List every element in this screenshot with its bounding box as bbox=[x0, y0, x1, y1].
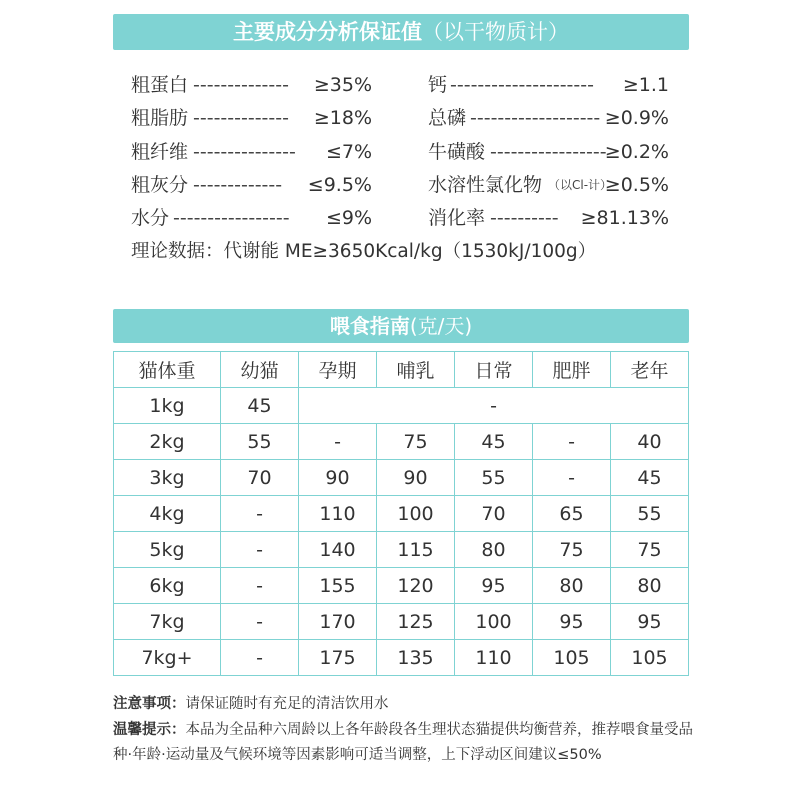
dash-leader: ----------------- bbox=[173, 207, 290, 229]
nutrient-label: 消化率 bbox=[428, 207, 486, 229]
table-cell: 95 bbox=[611, 604, 689, 640]
nutrient-label: 水分 bbox=[131, 207, 170, 229]
nutrient-row-fat bbox=[131, 103, 372, 133]
table-cell: 170 bbox=[299, 604, 377, 640]
table-cell: - bbox=[533, 460, 611, 496]
weight-cell: 7kg+ bbox=[114, 640, 221, 676]
table-cell: 175 bbox=[299, 640, 377, 676]
table-row bbox=[114, 604, 689, 640]
table-cell: 110 bbox=[455, 640, 533, 676]
feeding-table bbox=[113, 351, 689, 676]
table-cell: - bbox=[221, 640, 299, 676]
nutrient-value: ≥1.1 bbox=[622, 74, 669, 96]
table-cell: - bbox=[221, 604, 299, 640]
table-cell: 45 bbox=[221, 388, 299, 424]
tip-text: 本品为全品种六周龄以上各年龄段各生理状态猫提供均衡营养，推荐喂食量受品种·年龄·运动量及气候环境等因素影响可适当调整，上下浮动区间建议≤50% bbox=[113, 722, 693, 763]
header-cell: 日常 bbox=[455, 352, 533, 388]
nutrient-value: ≥35% bbox=[313, 74, 372, 96]
theory-data: 理论数据：代谢能 ME≥3650Kcal/kg（1530kJ/100g） bbox=[131, 241, 597, 262]
nutrient-value: ≥18% bbox=[313, 107, 372, 129]
weight-cell: 3kg bbox=[114, 460, 221, 496]
table-cell: 105 bbox=[533, 640, 611, 676]
table-cell: 95 bbox=[533, 604, 611, 640]
weight-cell: 1kg bbox=[114, 388, 221, 424]
table-cell: 80 bbox=[533, 568, 611, 604]
merged-cell: - bbox=[299, 388, 689, 424]
table-cell: 90 bbox=[299, 460, 377, 496]
table-cell: 110 bbox=[299, 496, 377, 532]
table-cell: 120 bbox=[377, 568, 455, 604]
nutrient-value: ≤9.5% bbox=[307, 174, 372, 196]
header-cell: 老年 bbox=[611, 352, 689, 388]
table-row bbox=[114, 640, 689, 676]
table-cell: 140 bbox=[299, 532, 377, 568]
table-row bbox=[114, 460, 689, 496]
header-cell: 哺乳 bbox=[377, 352, 455, 388]
table-cell: 100 bbox=[455, 604, 533, 640]
table-cell: 45 bbox=[455, 424, 533, 460]
weight-cell: 6kg bbox=[114, 568, 221, 604]
dash-leader: --------------- bbox=[193, 141, 296, 163]
table-row bbox=[114, 532, 689, 568]
header-cell: 肥胖 bbox=[533, 352, 611, 388]
nutrient-label: 粗灰分 bbox=[131, 174, 189, 196]
table-cell: 155 bbox=[299, 568, 377, 604]
table-cell: 70 bbox=[221, 460, 299, 496]
table-cell: 75 bbox=[533, 532, 611, 568]
table-row bbox=[114, 568, 689, 604]
nutrient-note: （以Cl-计） bbox=[548, 178, 613, 192]
table-cell: - bbox=[299, 424, 377, 460]
table-cell: 80 bbox=[611, 568, 689, 604]
nutrient-row-chloride bbox=[428, 170, 669, 200]
nutrient-row-protein bbox=[131, 70, 372, 100]
header-cell: 孕期 bbox=[299, 352, 377, 388]
analysis-header bbox=[113, 14, 689, 50]
analysis-title: 主要成分分析保证值 bbox=[233, 20, 422, 44]
nutrient-row-taurine bbox=[428, 137, 669, 167]
nutrient-row-moisture bbox=[131, 203, 372, 233]
table-cell: 135 bbox=[377, 640, 455, 676]
nutrient-label: 牛磺酸 bbox=[428, 141, 486, 163]
table-row bbox=[114, 388, 689, 424]
table-cell: 95 bbox=[455, 568, 533, 604]
table-cell: 100 bbox=[377, 496, 455, 532]
dash-leader: ----------------- bbox=[490, 141, 607, 163]
nutrient-label: 总磷 bbox=[428, 107, 467, 129]
nutrient-value: ≥0.9% bbox=[604, 107, 669, 129]
weight-cell: 4kg bbox=[114, 496, 221, 532]
nutrient-value: ≥81.13% bbox=[580, 207, 669, 229]
table-cell: 55 bbox=[611, 496, 689, 532]
nutrient-row-fiber bbox=[131, 137, 372, 167]
caution-note bbox=[113, 692, 693, 717]
feeding-subtitle: (克/天) bbox=[409, 314, 473, 338]
table-cell: 75 bbox=[611, 532, 689, 568]
table-cell: 65 bbox=[533, 496, 611, 532]
table-cell: 90 bbox=[377, 460, 455, 496]
nutrient-label: 粗纤维 bbox=[131, 141, 189, 163]
table-cell: 75 bbox=[377, 424, 455, 460]
dash-leader: --------------------- bbox=[450, 74, 594, 96]
weight-cell: 5kg bbox=[114, 532, 221, 568]
feeding-header bbox=[113, 309, 689, 343]
table-cell: - bbox=[221, 496, 299, 532]
nutrient-label: 钙 bbox=[428, 74, 448, 96]
dash-leader: -------------- bbox=[193, 74, 289, 96]
nutrient-row-ash bbox=[131, 170, 372, 200]
nutrient-value: ≥0.5% bbox=[604, 174, 669, 196]
table-row bbox=[114, 496, 689, 532]
nutrient-row-digestibility bbox=[428, 203, 669, 233]
header-cell: 幼猫 bbox=[221, 352, 299, 388]
caution-label: 注意事项： bbox=[113, 696, 186, 712]
table-cell: 40 bbox=[611, 424, 689, 460]
table-row bbox=[114, 424, 689, 460]
table-cell: 45 bbox=[611, 460, 689, 496]
table-cell: - bbox=[221, 532, 299, 568]
tip-label: 温馨提示： bbox=[113, 722, 186, 738]
table-cell: 115 bbox=[377, 532, 455, 568]
table-header-row bbox=[114, 352, 689, 388]
weight-cell: 2kg bbox=[114, 424, 221, 460]
nutrient-value: ≤7% bbox=[325, 141, 372, 163]
nutrient-value: ≥0.2% bbox=[604, 141, 669, 163]
dash-leader: ---------- bbox=[490, 207, 559, 229]
table-cell: - bbox=[533, 424, 611, 460]
caution-text: 请保证随时有充足的清洁饮用水 bbox=[185, 696, 389, 712]
nutrient-label: 水溶性氯化物 bbox=[428, 174, 543, 196]
table-cell: 80 bbox=[455, 532, 533, 568]
analysis-subtitle: （以干物质计） bbox=[422, 20, 569, 44]
dash-leader: ------------------- bbox=[470, 107, 601, 129]
nutrient-label: 粗脂肪 bbox=[131, 107, 189, 129]
nutrient-row-calcium bbox=[428, 70, 669, 100]
table-cell: 55 bbox=[455, 460, 533, 496]
weight-cell: 7kg bbox=[114, 604, 221, 640]
nutrient-row-phosphorus bbox=[428, 103, 669, 133]
dash-leader: ------------- bbox=[193, 174, 283, 196]
table-cell: 70 bbox=[455, 496, 533, 532]
nutrient-label: 粗蛋白 bbox=[131, 74, 189, 96]
table-cell: - bbox=[221, 568, 299, 604]
header-cell: 猫体重 bbox=[114, 352, 221, 388]
table-cell: 105 bbox=[611, 640, 689, 676]
table-cell: 125 bbox=[377, 604, 455, 640]
table-cell: 55 bbox=[221, 424, 299, 460]
feeding-title: 喂食指南 bbox=[329, 314, 410, 338]
nutrient-value: ≤9% bbox=[325, 207, 372, 229]
dash-leader: -------------- bbox=[193, 107, 289, 129]
tip-note bbox=[113, 718, 693, 768]
